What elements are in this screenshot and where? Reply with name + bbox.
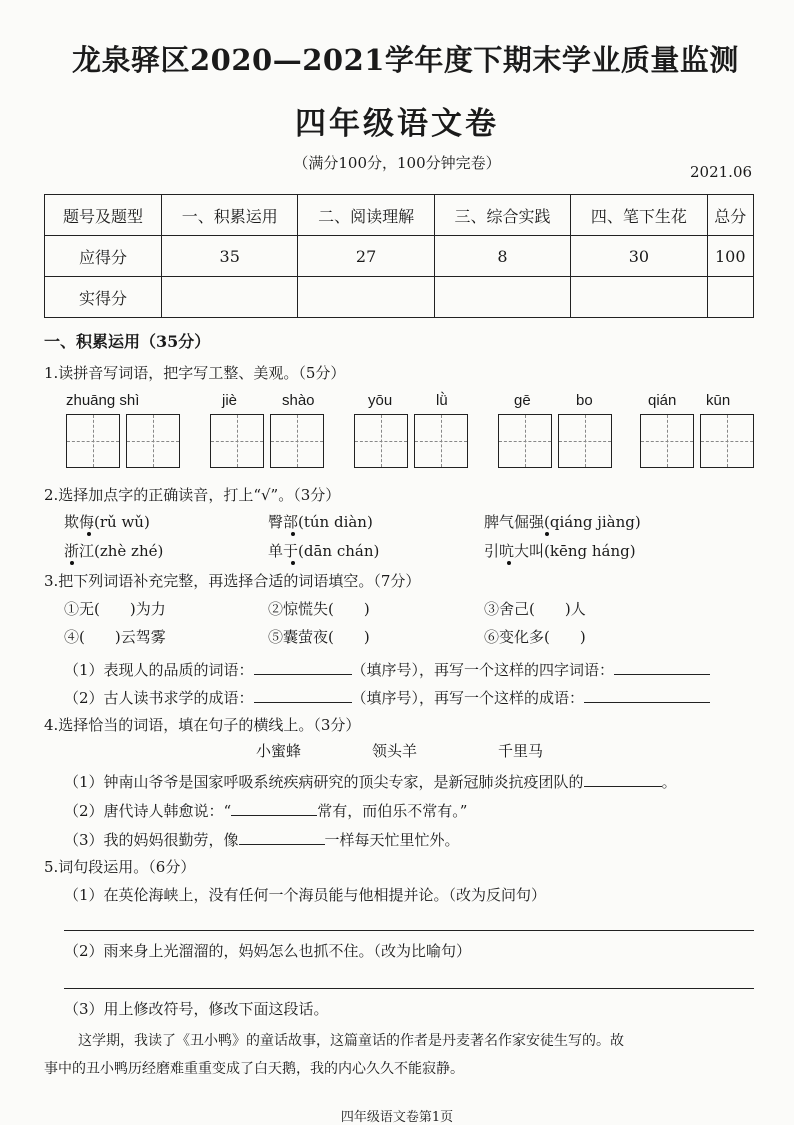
pronunciation-item[interactable]: 引吭大叫(kēng háng) [484,542,636,560]
idiom-item[interactable]: ③舍己( )人 [484,600,586,618]
exam-title: 龙泉驿区2020—2021学年度下期末学业质量监测 [72,43,739,77]
idiom-item[interactable]: ⑤囊萤夜( ) [268,628,370,646]
writing-grid-box[interactable] [640,414,694,468]
answer-blank[interactable] [254,686,352,703]
score-cell: 8 [434,236,570,277]
question-4: 4.选择恰当的词语，填在句子的横线上。（3分） [44,716,361,734]
fill-text: （填序号），再写一个这样的四字词语： [351,661,615,679]
fill-text: （1）表现人的品质的词语： [64,661,254,679]
question-1: 1.读拼音写词语，把字写工整、美观。（5分） [44,364,346,382]
fill-sentence [64,686,710,708]
question-5: 5.词句段运用。（6分） [44,858,196,876]
word-choice: 小蜜蜂 [256,742,302,760]
page-footer: 四年级语文卷第1页 [340,1110,454,1125]
score-entry-cell[interactable] [162,277,298,318]
idiom-item[interactable]: ④( )云驾雾 [64,628,166,646]
question-2: 2.选择加点字的正确读音，打上“√”。（3分） [44,486,341,504]
exam-date: 2021.06 [690,163,753,181]
pinyin-label: zhuāng shì [66,392,140,409]
pinyin-label: jiè [222,392,238,409]
pronunciation-item[interactable]: 浙江(zhè zhé) [64,542,164,560]
word-choice: 千里马 [498,742,544,760]
emphasis-dot [70,561,74,565]
score-head-cell: 四、笔下生花 [571,195,707,236]
writing-grid-box[interactable] [700,414,754,468]
writing-grid-box[interactable] [354,414,408,468]
answer-blank[interactable] [614,658,710,675]
pinyin-label: kūn [706,392,731,409]
exam-subtitle: 四年级语文卷 [295,106,499,142]
idiom-item[interactable]: ①无( )为力 [64,600,166,618]
emphasis-dot [291,561,295,565]
revision-paragraph-line: 事中的丑小鸭历经磨难重重变成了白天鹅，我的内心久久不能寂静。 [44,1061,464,1077]
writing-grid-box[interactable] [66,414,120,468]
fill-text: （2）古人读书求学的成语： [64,689,254,707]
question-3: 3.把下列词语补充完整，再选择合适的词语填空。（7分） [44,572,421,590]
pronunciation-item[interactable]: 臀部(tún diàn) [268,513,373,531]
pinyin-label: shào [282,392,315,409]
score-row-label: 实得分 [45,277,162,318]
pinyin-label: bo [576,392,593,409]
score-cell: 30 [571,236,707,277]
exam-note: （满分100分，100分钟完卷） [293,154,501,172]
pronunciation-item[interactable]: 欺侮(rǔ wǔ) [64,513,150,531]
score-entry-cell[interactable] [298,277,434,318]
pinyin-label: yōu [368,392,393,409]
revision-paragraph-line: 这学期，我读了《丑小鸭》的童话故事，这篇童话的作者是丹麦著名作家安徒生写的。故 [78,1033,624,1049]
score-head-cell: 三、综合实践 [434,195,570,236]
score-head-cell: 总分 [707,195,753,236]
rewrite-task: （3）用上修改符号，修改下面这段话。 [64,1000,329,1018]
answer-blank[interactable] [254,658,352,675]
pronunciation-item[interactable]: 单于(dān chán) [268,542,380,560]
fill-text: 常有，而伯乐不常有。” [317,802,468,820]
emphasis-dot [291,532,295,536]
score-cell: 100 [707,236,753,277]
score-entry-cell[interactable] [571,277,707,318]
score-table-head-row [45,195,754,236]
fill-text: （1）钟南山爷爷是国家呼吸系统疾病研究的顶尖专家，是新冠肺炎抗疫团队的 [64,773,584,791]
score-entry-cell[interactable] [707,277,753,318]
rewrite-task: （1）在英伦海峡上，没有任何一个海员能与他相提并论。（改为反问句） [64,886,547,904]
writing-grid-box[interactable] [210,414,264,468]
score-entry-cell[interactable] [434,277,570,318]
emphasis-dot [87,532,91,536]
answer-line[interactable] [64,988,754,989]
score-head-cell: 题号及题型 [45,195,162,236]
pinyin-label: qián [648,392,677,409]
fill-sentence [64,828,460,850]
score-cell: 27 [298,236,434,277]
score-head-cell: 二、阅读理解 [298,195,434,236]
writing-grid-box[interactable] [414,414,468,468]
score-row-label: 应得分 [45,236,162,277]
writing-grid-box[interactable] [126,414,180,468]
fill-sentence [64,770,677,792]
fill-text: 。 [661,773,677,791]
idiom-item[interactable]: ②惊慌失( ) [268,600,370,618]
rewrite-task: （2）雨来身上光溜溜的，妈妈怎么也抓不住。（改为比喻句） [64,942,472,960]
score-table [44,194,754,318]
fill-sentence [64,799,467,821]
idiom-item[interactable]: ⑥变化多( ) [484,628,586,646]
fill-sentence [64,658,710,680]
pronunciation-item[interactable]: 脾气倔强(qiáng jiàng) [484,513,641,531]
fill-text: 一样每天忙里忙外。 [324,831,460,849]
fill-text: （3）我的妈妈很勤劳，像 [64,831,239,849]
pinyin-label: gē [514,392,531,409]
word-choice: 领头羊 [372,742,418,760]
fill-text: （填序号），再写一个这样的成语： [351,689,585,707]
answer-blank[interactable] [584,770,662,787]
emphasis-dot [545,532,549,536]
writing-grid-box[interactable] [270,414,324,468]
section-1-title: 一、积累运用（35分） [44,332,211,351]
writing-grid-box[interactable] [498,414,552,468]
score-table-row [45,277,754,318]
answer-blank[interactable] [231,799,317,816]
answer-blank[interactable] [584,686,710,703]
emphasis-dot [507,561,511,565]
score-head-cell: 一、积累运用 [162,195,298,236]
answer-line[interactable] [64,930,754,931]
pinyin-label: lǜ [436,392,448,409]
writing-grid-box[interactable] [558,414,612,468]
fill-text: （2）唐代诗人韩愈说：“ [64,802,232,820]
score-cell: 35 [162,236,298,277]
answer-blank[interactable] [239,828,325,845]
score-table-row [45,236,754,277]
